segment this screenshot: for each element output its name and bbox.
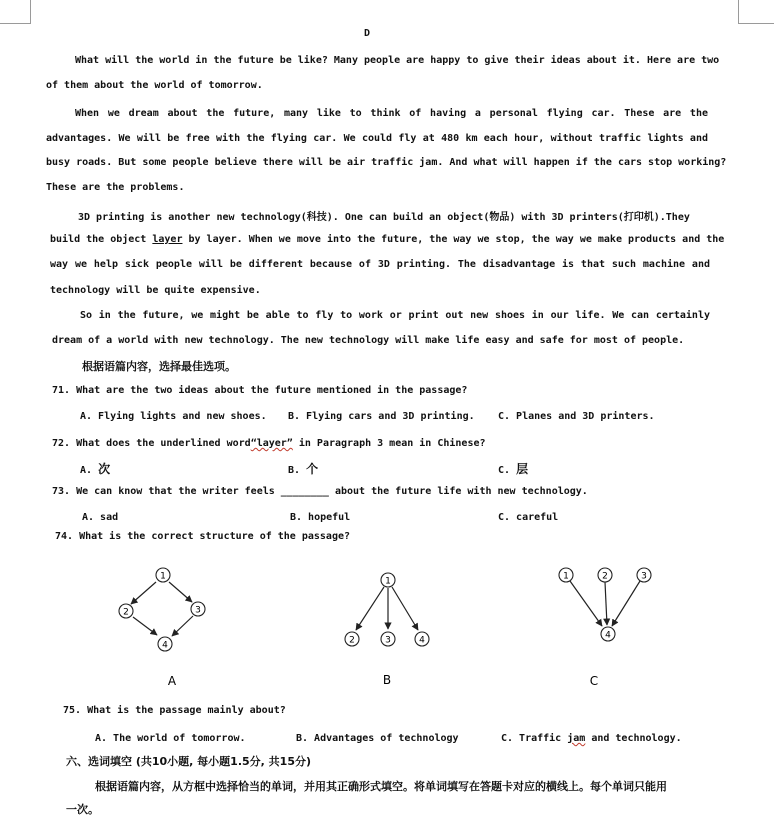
p1-line-2: of them about the world of tomorrow. xyxy=(46,80,263,91)
q75-stem: 75. What is the passage mainly about? xyxy=(63,705,286,716)
svg-text:1: 1 xyxy=(385,576,391,587)
diagram-a-node-4 xyxy=(158,637,172,651)
q73-stem: 73. We can know that the writer feels ________ about the future life with new technology. xyxy=(52,486,588,497)
diagram-a-node-3 xyxy=(191,602,205,616)
diagram-c-node-2 xyxy=(598,568,612,582)
diagram-b-node-2 xyxy=(345,632,359,646)
q71-stem: 71. What are the two ideas about the future mentioned in the passage? xyxy=(52,385,468,396)
diagram-a-label: A xyxy=(167,674,177,688)
diagram-c-node-3 xyxy=(637,568,651,582)
diagram-c xyxy=(559,568,651,688)
p3-line-4: technology will be quite expensive. xyxy=(50,285,261,296)
q72-option-a: A. 次 xyxy=(80,462,111,476)
q74-stem: 74. What is the correct structure of the passage? xyxy=(55,531,351,542)
svg-text:2: 2 xyxy=(349,635,355,646)
svg-text:3: 3 xyxy=(195,605,201,616)
q75-option-b: B. Advantages of technology xyxy=(296,733,459,744)
diagram-b-node-4 xyxy=(415,632,429,646)
p4-line-1: So in the future, we might be able to fly to work or print out new shoes in our life. We can certainly xyxy=(80,310,710,321)
p2-line-1: When we dream about the future, many like to think of having a personal flying car. These are the xyxy=(75,108,708,119)
section6-instruction-line-1: 根据语篇内容，从方框中选择恰当的单词，并用其正确形式填空。将单词填写在答题卡对应的横线上。每个单词只能用 xyxy=(95,780,667,793)
diagram-c-arrow xyxy=(570,581,602,626)
svg-text:4: 4 xyxy=(162,640,168,651)
svg-text:1: 1 xyxy=(563,571,569,582)
svg-text:2: 2 xyxy=(123,607,129,618)
diagram-b-node-3 xyxy=(381,632,395,646)
section6-instruction-line-2: 一次。 xyxy=(66,803,99,816)
underlined-word-layer: layer xyxy=(152,234,183,245)
svg-text:4: 4 xyxy=(605,630,611,641)
crop-mark-right xyxy=(738,0,774,24)
instruction-choose: 根据语篇内容，选择最佳选项。 xyxy=(82,360,236,373)
diagram-c-arrow xyxy=(612,581,640,626)
diagram-a-node-1 xyxy=(156,568,170,582)
diagram-a xyxy=(119,568,205,688)
diagram-b-arrow xyxy=(392,587,418,630)
diagram-c-arrow xyxy=(605,582,607,625)
structure-diagrams xyxy=(0,560,774,700)
q75-option-a: A. The world of tomorrow. xyxy=(95,733,246,744)
svg-text:3: 3 xyxy=(641,571,647,582)
p2-line-2: advantages. We will be free with the flying car. We could fly at 480 km each hour, without traffic lights and xyxy=(46,133,708,144)
p3-line-2: build the object layer by layer. When we move into the future, the way we stop, the way we make products and the xyxy=(50,234,725,245)
diagram-a-arrow xyxy=(131,582,156,604)
q72-option-c: C. 层 xyxy=(498,462,529,476)
diagram-c-label: C xyxy=(589,674,599,688)
q72-option-b: B. 个 xyxy=(288,462,319,476)
p1-line-1: What will the world in the future be like? Many people are happy to give their ideas about it. Here are two xyxy=(75,55,720,66)
section6-title: 六、选词填空 (共10小题, 每小题1.5分, 共15分) xyxy=(66,755,312,768)
svg-text:4: 4 xyxy=(419,635,425,646)
crop-mark-left xyxy=(0,0,31,24)
p3-line-3: way we help sick people will be different because of 3D printing. The disadvantage is that such machine and xyxy=(50,259,710,270)
q71-option-c: C. Planes and 3D printers. xyxy=(498,411,655,422)
svg-text:2: 2 xyxy=(602,571,608,582)
diagram-a-node-2 xyxy=(119,604,133,618)
diagram-a-arrow xyxy=(172,616,193,636)
q72-stem: 72. What does the underlined word“layer” in Paragraph 3 mean in Chinese? xyxy=(52,438,486,449)
q73-option-c: C. careful xyxy=(498,512,559,523)
p2-line-4: These are the problems. xyxy=(46,182,185,193)
passage-letter: D xyxy=(364,28,371,39)
svg-text:1: 1 xyxy=(160,571,166,582)
p4-line-2: dream of a world with new technology. The new technology will make life easy and safe for most of people. xyxy=(52,335,685,346)
q71-option-a: A. Flying lights and new shoes. xyxy=(80,411,267,422)
p2-line-3: busy roads. But some people believe there will be air traffic jam. And what will happen if the cars stop working? xyxy=(46,157,727,168)
diagram-b xyxy=(345,573,429,687)
q71-option-b: B. Flying cars and 3D printing. xyxy=(288,411,475,422)
diagram-a-arrow xyxy=(169,582,192,602)
p3-line-1: 3D printing is another new technology(科技). One can build an object(物品) with 3D printers(打印机).They xyxy=(78,212,690,223)
svg-text:3: 3 xyxy=(385,635,391,646)
q73-option-a: A. sad xyxy=(82,512,119,523)
q73-option-b: B. hopeful xyxy=(290,512,351,523)
q75-option-c: C. Traffic jam and technology. xyxy=(501,733,682,744)
diagram-b-node-1 xyxy=(381,573,395,587)
diagram-b-label: B xyxy=(382,673,392,687)
diagram-c-node-1 xyxy=(559,568,573,582)
diagram-c-node-4 xyxy=(601,627,615,641)
diagram-a-arrow xyxy=(133,617,157,635)
diagram-b-arrow xyxy=(356,587,384,630)
